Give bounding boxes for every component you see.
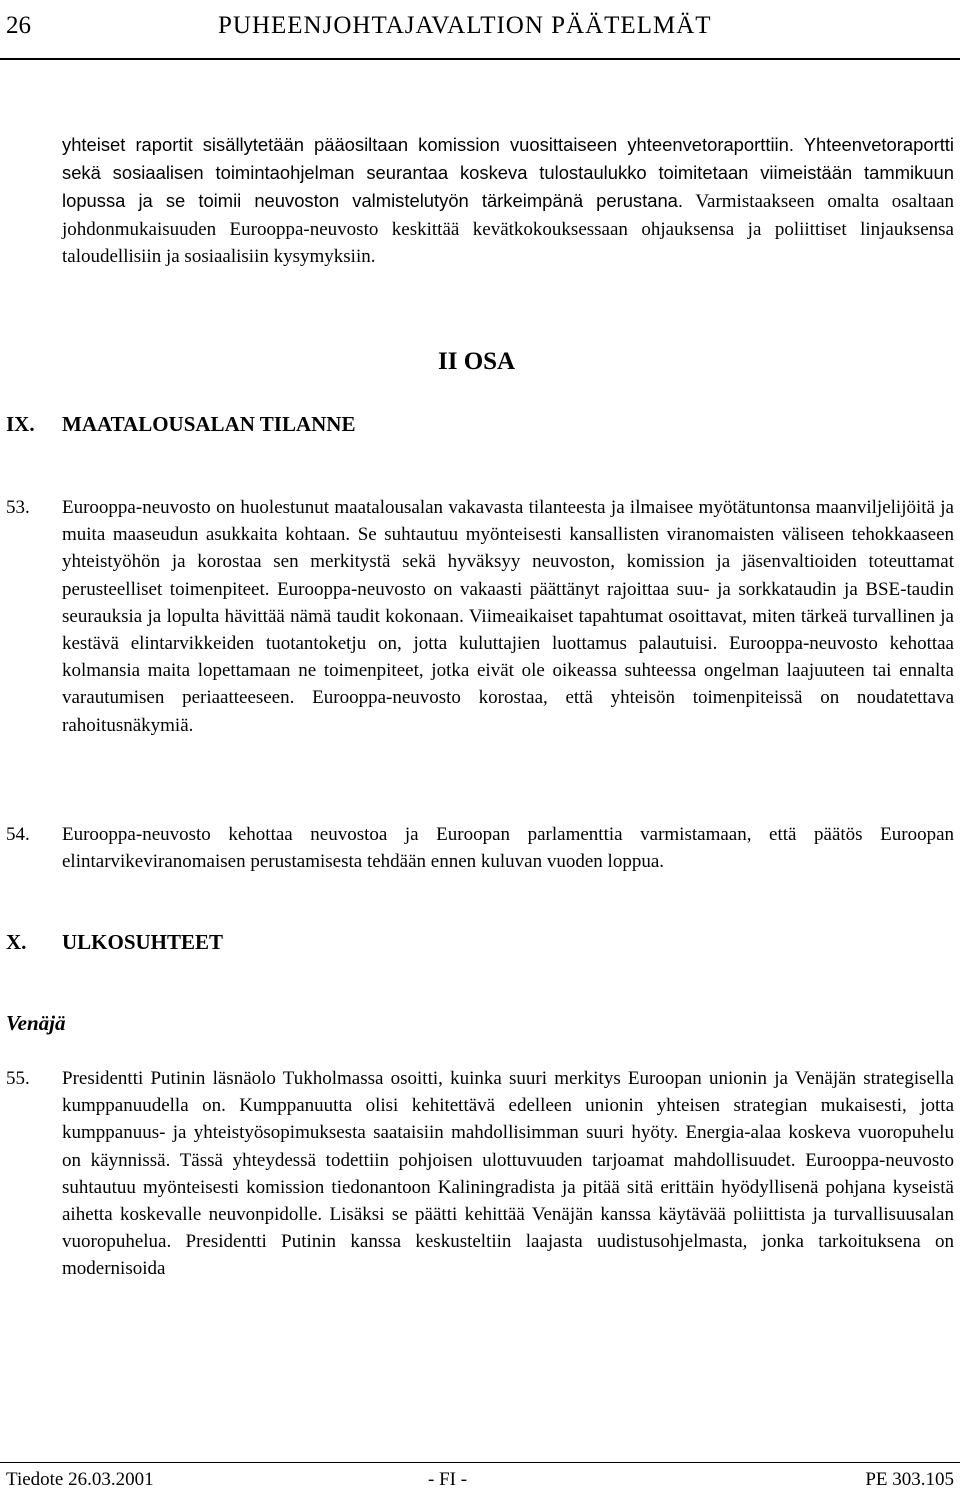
page-header (0, 0, 960, 60)
intro-text-sans: yhteiset raportit sisällytetään pääosiltaan komission vuosittaiseen yhteenvetoraporttiin. Yhteenvetoraportti sekä sosiaalisen toimintaohjelman seurantaa koskeva tulostaulukko toimitetaan viimeistään tammikuun lopussa ja se toimii neuvoston valmistelutyön tärkeimpänä perustana. (62, 134, 954, 212)
paragraph-55-number: 55. (6, 1068, 30, 1089)
footer-right: PE 303.105 (865, 1469, 954, 1490)
subheading-venaja: Venäjä (6, 1011, 66, 1035)
footer-center: - FI - (428, 1469, 468, 1490)
page-number: 26 (6, 12, 31, 39)
paragraph-55-text: Presidentti Putinin läsnäolo Tukholmassa osoitti, kuinka suuri merkitys Euroopan unionin ja Venäjän strategisella kumppanuudella on. Kumppanuutta olisi kehitettävä edelleen unionin yhteisen strategian mukaisesti, jotta kumppanuus- ja yhteistyösopimuksesta saataisiin mahdollisimman suuri hyöty. Energia-alaa koskeva vuoropuhelu on käynnissä. Tässä yhteydessä todettiin pohjoisen ulottuvuuden tarjoamat mahdollisuudet. Eurooppa-neuvosto suhtautuu myönteisesti komission tiedonantoon Kaliningradista ja pitää sitä erittäin hyödyllisenä pohjana kyseistä aihetta koskevalle neuvonpidolle. Lisäksi se päätti kehittää Venäjän kanssa käytävää poliittista ja turvallisuusalan vuoropuhelua. Presidentti Putinin kanssa keskusteltiin laajasta uudistusohjelmasta, jonka tarkoituksena on modernisoida (62, 1068, 954, 1280)
header-title: PUHEENJOHTAJAVALTION PÄÄTELMÄT (218, 12, 712, 39)
part-heading: II OSA (438, 348, 516, 375)
footer-left: Tiedote 26.03.2001 (6, 1469, 154, 1490)
page-footer (0, 1462, 960, 1492)
paragraph-54-text: Eurooppa-neuvosto kehottaa neuvostoa ja Euroopan parlamenttia varmistamaan, että päätös Euroopan elintarvikeviranomaisen perustamisesta tehdään ennen kuluvan vuoden loppua. (62, 824, 954, 873)
section-x-title: ULKOSUHTEET (62, 930, 224, 954)
paragraph-54-number: 54. (6, 824, 30, 845)
section-x-number: X. (6, 930, 27, 954)
intro-text-serif: Varmistaakseen omalta osaltaan johdonmukaisuuden Eurooppa-neuvosto keskittää kevätkokouksessaan ohjauksensa ja poliittiset linjauksensa taloudellisiin ja sosiaalisiin kysymyksiin. (62, 191, 955, 267)
paragraph-53-text: Eurooppa-neuvosto on huolestunut maatalousalan vakavasta tilanteesta ja ilmaisee myötätuntonsa maanviljelijöitä ja muita maaseudun asukkaita kohtaan. Se suhtautuu myönteisesti kansallisten viranomaisten väliseen tehokkaaseen yhteistyöhön ja korostaa sen merkitystä sekä hyväksyy neuvoston, komission ja jäsenvaltioiden toteuttamat perusteelliset toimenpiteet. Eurooppa-neuvosto on vakaasti päättänyt rajoittaa suu- ja sorkkataudin ja BSE-taudin seurauksia ja lopulta hävittää nämä taudit kokonaan. Viimeaikaiset tapahtumat osoittavat, miten tärkeä turvallinen ja kestävä elintarvikkeiden tuotantoketju on, jotta kuluttajien luottamus palautuisi. Eurooppa-neuvosto kehottaa kolmansia maita lopettamaan ne toimenpiteet, jotka eivät ole oikeassa suhteessa ongelman laajuuteen tai ennalta varautumisen periaatteeseen. Eurooppa-neuvosto korostaa, että yhteisön toimenpiteissä on noudatettava rahoitusnäkymiä. (62, 497, 954, 736)
paragraph-53-number: 53. (6, 497, 30, 518)
intro-paragraph (62, 131, 954, 270)
section-ix-title: MAATALOUSALAN TILANNE (62, 412, 356, 436)
section-ix-number: IX. (6, 412, 35, 436)
